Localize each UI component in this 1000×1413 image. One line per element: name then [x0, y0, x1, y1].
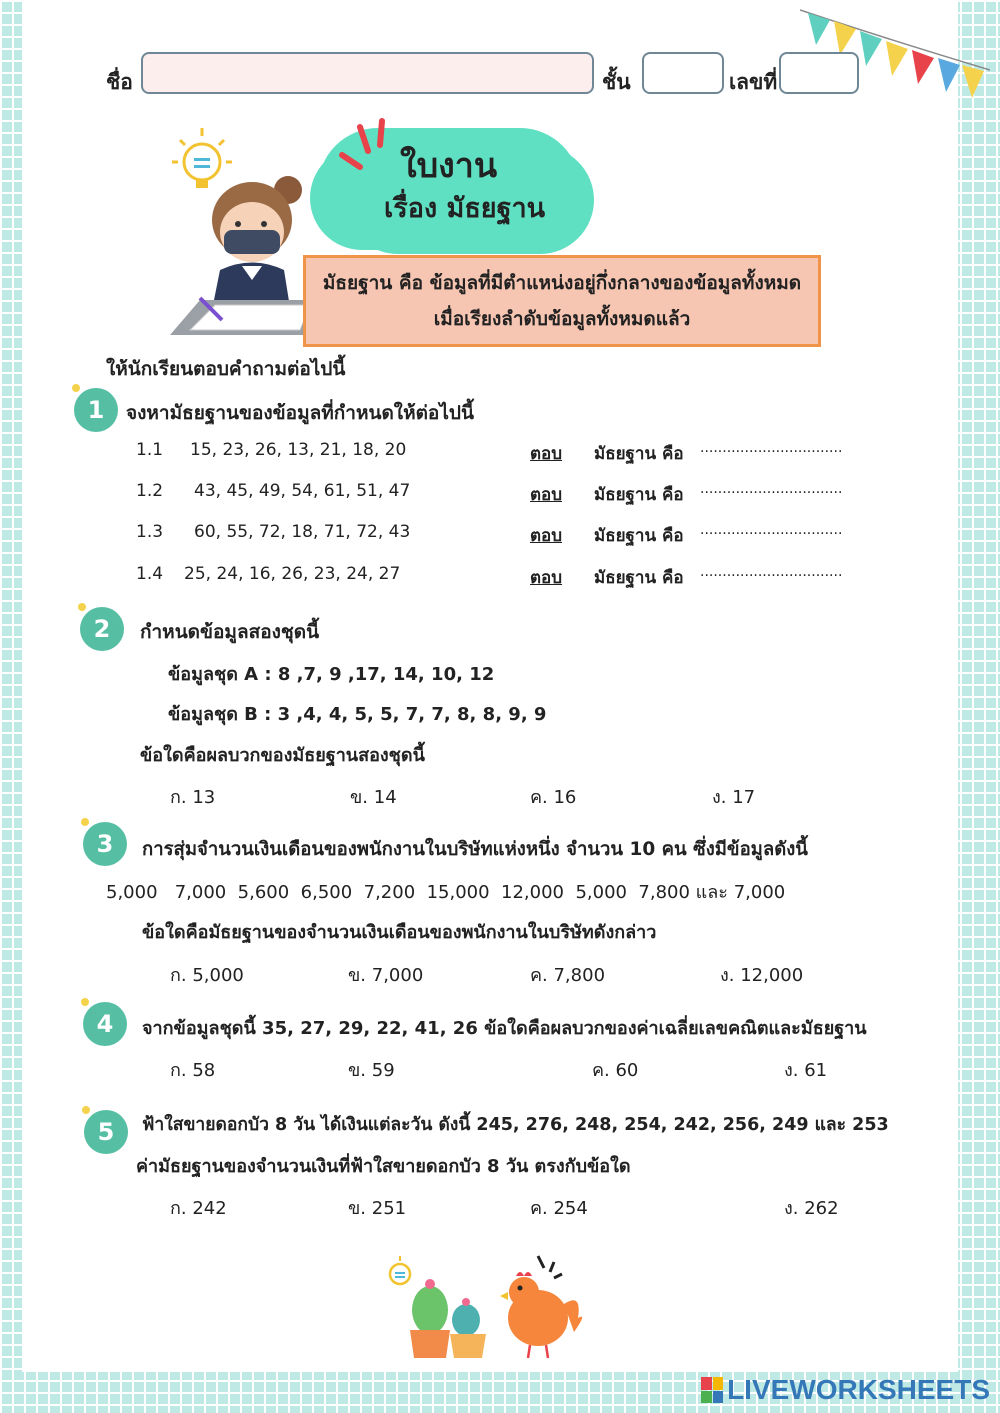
- answer-blank[interactable]: ................................: [700, 440, 843, 456]
- choice-c[interactable]: ค. 254: [530, 1198, 588, 1219]
- data-set-b: ข้อมูลชุด B : 3 ,4, 4, 5, 5, 7, 7, 8, 8, 9, 9: [168, 704, 547, 725]
- logo-mark-icon: [701, 1377, 723, 1403]
- data-set-a: ข้อมูลชุด A : 8 ,7, 9 ,17, 14, 10, 12: [168, 664, 495, 685]
- question-2-number: 2: [80, 607, 124, 651]
- choice-b[interactable]: ข. 14: [350, 787, 397, 808]
- definition-line-1: มัธยฐาน คือ ข้อมูลที่มีตำแหน่งอยู่กึ่งกลางของข้อมูลทั้งหมด: [322, 272, 802, 294]
- number-label: เลขที่: [729, 70, 778, 94]
- answer-text: มัธยฐาน คือ: [594, 444, 684, 464]
- answer-blank[interactable]: ................................: [700, 564, 843, 580]
- choice-a[interactable]: ก. 5,000: [170, 965, 244, 986]
- question-3-number: 3: [83, 822, 127, 866]
- worksheet-title: ใบงาน: [400, 146, 498, 186]
- choice-b[interactable]: ข. 7,000: [348, 965, 424, 986]
- choice-a[interactable]: ก. 13: [170, 787, 216, 808]
- lightbulb-icon: [172, 128, 232, 188]
- question-5-number: 5: [84, 1110, 128, 1154]
- answer-blank[interactable]: ................................: [700, 481, 843, 497]
- cactus-icon: [410, 1279, 486, 1358]
- instruction-text: ให้นักเรียนตอบคำถามต่อไปนี้: [106, 358, 346, 380]
- question-5-prompt: ฟ้าใสขายดอกบัว 8 วัน ได้เงินแต่ละวัน ดังนี้ 245, 276, 248, 254, 242, 256, 249 และ 253: [142, 1115, 889, 1135]
- answer-text: มัธยฐาน คือ: [594, 485, 684, 505]
- answer-text: มัธยฐาน คือ: [594, 568, 684, 588]
- salary-data: 5,000 7,000 5,600 6,500 7,200 15,000 12,000 5,000 7,800 และ 7,000: [106, 882, 786, 903]
- answer-text: มัธยฐาน คือ: [594, 526, 684, 546]
- liveworksheets-logo[interactable]: [701, 1373, 990, 1407]
- choice-d[interactable]: ง. 61: [784, 1060, 828, 1081]
- item-data: 15, 23, 26, 13, 21, 18, 20: [190, 440, 407, 460]
- question-2-question: ข้อใดคือผลบวกของมัธยฐานสองชุดนี้: [140, 745, 425, 766]
- cactus-chicken-illustration: [378, 1248, 598, 1363]
- chicken-icon: [500, 1256, 582, 1358]
- choice-c[interactable]: ค. 60: [592, 1060, 639, 1081]
- logo-text: LIVEWORKSHEETS: [727, 1374, 990, 1405]
- item-data: 25, 24, 16, 26, 23, 24, 27: [184, 564, 401, 584]
- name-input[interactable]: [141, 52, 594, 94]
- question-1-prompt: จงหามัธยฐานของข้อมูลที่กำหนดให้ต่อไปนี้: [126, 402, 474, 424]
- item-id: 1.3: [136, 522, 164, 542]
- item-data: 43, 45, 49, 54, 61, 51, 47: [194, 481, 411, 501]
- class-label: ชั้น: [602, 70, 631, 94]
- choice-a[interactable]: ก. 242: [170, 1198, 227, 1219]
- item-id: 1.2: [136, 481, 164, 501]
- choice-b[interactable]: ข. 59: [348, 1060, 395, 1081]
- question-5-question: ค่ามัธยฐานของจำนวนเงินที่ฟ้าใสขายดอกบัว 8 วัน ตรงกับข้อใด: [136, 1156, 631, 1177]
- choice-d[interactable]: ง. 12,000: [720, 965, 804, 986]
- student-number-input[interactable]: [779, 52, 859, 94]
- choice-d[interactable]: ง. 262: [784, 1198, 839, 1219]
- emphasis-lines-icon: [330, 115, 390, 175]
- item-id: 1.1: [136, 440, 164, 460]
- definition-line-2: เมื่อเรียงลำดับข้อมูลทั้งหมดแล้ว: [433, 308, 691, 330]
- choice-d[interactable]: ง. 17: [712, 787, 756, 808]
- choice-a[interactable]: ก. 58: [170, 1060, 216, 1081]
- answer-label: ตอบ: [530, 526, 563, 546]
- choice-b[interactable]: ข. 251: [348, 1198, 407, 1219]
- definition-box: [303, 255, 821, 347]
- item-data: 60, 55, 72, 18, 71, 72, 43: [194, 522, 411, 542]
- question-3-question: ข้อใดคือมัธยฐานของจำนวนเงินเดือนของพนักงานในบริษัทดังกล่าว: [142, 922, 657, 943]
- answer-blank[interactable]: ................................: [700, 522, 843, 538]
- answer-label: ตอบ: [530, 485, 563, 505]
- question-2-prompt: กำหนดข้อมูลสองชุดนี้: [140, 621, 320, 643]
- question-1-number: 1: [74, 388, 118, 432]
- question-4-prompt: จากข้อมูลชุดนี้ 35, 27, 29, 22, 41, 26 ข้อใดคือผลบวกของค่าเฉลี่ยเลขคณิตและมัธยฐาน: [142, 1018, 867, 1039]
- choice-c[interactable]: ค. 7,800: [530, 965, 606, 986]
- item-id: 1.4: [136, 564, 164, 584]
- choice-c[interactable]: ค. 16: [530, 787, 577, 808]
- question-3-prompt: การสุ่มจำนวนเงินเดือนของพนักงานในบริษัทแห่งหนึ่ง จำนวน 10 คน ซึ่งมีข้อมูลดังนี้: [142, 839, 808, 860]
- worksheet-subtitle: เรื่อง มัธยฐาน: [384, 193, 546, 224]
- question-4-number: 4: [83, 1002, 127, 1046]
- name-label: ชื่อ: [106, 70, 133, 94]
- answer-label: ตอบ: [530, 444, 563, 464]
- small-lightbulb-icon: [390, 1256, 410, 1284]
- class-input[interactable]: [642, 52, 724, 94]
- answer-label: ตอบ: [530, 568, 563, 588]
